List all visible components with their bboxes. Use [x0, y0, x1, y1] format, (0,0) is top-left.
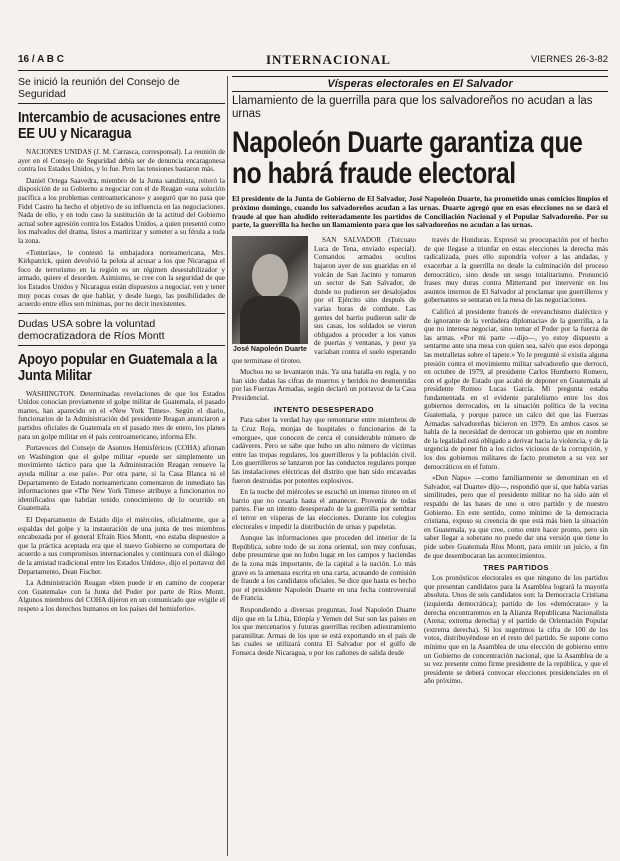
- left-column: [18, 76, 225, 617]
- paragraph: Calificó al presidente francés de «revanchismo dialéctico y de ignorante de la verdadera diplomacia» de la guerrilla, a la que no interesa negociar, sino tomar el Poder por la fuerza de las armas. «Por mi parte —dijo—, yo estoy dispuesto a sentarme ante una mesa con quien sea, salvo que esos deponga las metralletas sobre el tapete.» Yo le pregunté si existía alguna presión contra el movimiento militar salvadoreño que derrocó, en octubre de 1979, al presidente Carlos Humberto Romero, con el golpe de Estado que acabó de deponer en Guatemala al presidente Romeo Lucas García. Mi pregunta estaba fundamentada en el evidente paralelismo entre los dos gobiernos derrocados, en la situación política de la vecina Guatemala, y porque parece un calco del que las Fuerzas Armadas salvadoreñas hicieron en 1979. En ambos casos se habla de la necesidad de derrocar un gobierno que en nombre de la legalidad está obligado a derivar hacia la violencia, y de la urgencia de poner fin a los ciclos viciosos de la corrupción, y los dos gobiernos militares de facto prometen a su vez ser democráticos en el futuro.: [424, 307, 608, 471]
- paragraph: «Tonterías», le contestó la embajadora norteamericana, Mrs. Kirkpatrick, quien devolvió la pelota al acusar a los que Nicaragua el foco de terrorismo en la región es un régimen desestabilizador y armado, quiere el desorden. Asimismo, se cree con la seguridad de que los Estados Unidos y Nicaragua están dispuestos a negociar, ven y tener muy pocas cosas de que hablar, y desde luego, las posibilidades de acuerdo entre ellos son mínimas, por no decir inexistentes.: [18, 248, 225, 309]
- paragraph: Aunque las informaciones que proceden del interior de la República, sobre todo de su zona oriental, son muy confusas, debe presumirse que no hubo lugar en los campos y haciendas de la zona más importante, de la capital a la nación. Lo más grave es la amenaza escrita en una carta, acusando de comisión de fraude a los candidatos oficiales. Se dice que hasta es hecho por el presidente Napoleón Duarte en una fecha controversial de Francia.: [232, 534, 416, 603]
- main-story: [232, 76, 608, 689]
- subhead: TRES PARTIDOS: [483, 563, 549, 573]
- paragraph: Portavoces del Consejo de Asuntos Hemisféricos (COHA) afirman en Washington que el golpe militar «puede ser simplemente un movimiento táctico para que la Administración Reagan renueve la ayuda militar a ese país». Por otra parte, si la Casa Blanca ni el Departamento de Estado norteamericano comentaron de inmediato las informaciones que «The New York Times» atribuye a funcionarios no identificados que habrían tenido conocimiento de lo ocurrido en Guatemala.: [18, 444, 225, 513]
- paragraph: WASHINGTON. Determinadas revelaciones de que los Estados Unidos conocían previamente el golpe militar de Guatemala, el pasado martes, han aparecido en el «New York Times». Según el diario, funcionarios de la Administración del presidente Reagan anunciaron a partidos oficiales de Guatemala en el pasado mes de enero, los planes para un golpe militar en el país centroamericano, informa Efe.: [18, 389, 225, 441]
- page-number: 16 / A B C: [18, 54, 64, 65]
- story-kicker: Se inició la reunión del Consejo de Seguridad: [18, 76, 225, 104]
- story-subkicker: Llamamiento de la guerrilla para que los salvadoreños no acudan a las urnas: [232, 95, 593, 120]
- issue-date: VIERNES 26-3-82: [530, 54, 608, 65]
- paragraph: El Departamento de Estado dijo el miércoles, oficialmente, que a espaldas del golpe y la instauración de una junta de tres miembros encabezada por el general Efraín Ríos Montt, «no estaba dispuesto» a que la práctica aceptada era que el nuevo Gobierno se comportara de acuerdo a sus compromisos internacionales y continuara con el diálogo de la amistad tradicional entre los Estados Unidos», dijo el portavoz del Departamento, Dean Fischer.: [18, 516, 225, 576]
- paragraph: Para saber la verdad hay que remontarse entre miembros de la Cruz Roja, monjas de hospitales o funcionarios de la «morgue», que conocen de cerca el considerable número de cadáveres. Pero se sabe que hubo un alto número de víctimas entre las tropas regulares, los guerrilleros y la población civil. Los guerrilleros se lanzaron por las conductos regulares porque las instalaciones eléctricas del distrito que han sido encavadas fueron destruidas por potentes explosivos.: [232, 416, 416, 485]
- lead-paragraph: El presidente de la Junta de Gobierno de El Salvador, José Napoleón Duarte, ha prometido unas comicios limpios el próximo domingo, cuando los salvadoreños acudan a las urnas. Duarte agregó que en esas elecciones no se dará el fraude al que han aludido reiteradamente los partidos de Conciliación Nacional y el Popular Salvadoreño. Por su parte, la guerrilla ha hecho un llamamiento para que los salvadoreños no acudan a las urnas.: [232, 194, 608, 230]
- story-kicker: Dudas USA sobre la voluntad democratizadora de Ríos Montt: [18, 318, 225, 346]
- paragraph: NACIONES UNIDAS (J. M. Carrasca, corresponsal). La reunión de ayer en el Consejo de Seguridad debía ser de denuncia encaragonesa contra los Estados Unidos, y lo fue. Pero las tensiones bastaron más.: [18, 148, 225, 174]
- paragraph: Muchos no se levantaron más. Ya una batalla en regla, y no han sido dadas las cifras de muertos y heridos no desmentidas por las Fuerzas Armadas, según declaró un portavoz de la Casa Presidencial.: [232, 368, 416, 402]
- story-column-2: [424, 236, 608, 689]
- paragraph: SAN SALVADOR (Torcuato Luca de Tena, enviado especial). Comandos armados ocultos bajaron ayer de sus guaridas en el volcán de San Jacinto y tomaron un sector de San Salvador, de donde no pudieron ser desalojados por el Ejército sino después de varias horas de combate. Las gentes del barrio pudieron salir de sus casas, los soldados se vieron obligados a proceder a los vanos de puertas y ventanas, y peor ya vaciaban contra el suelo esperando que terminase el tiroteo.: [232, 236, 416, 365]
- paragraph: través de Honduras. Expresó su preocupación por el hecho de que llegase a triunfar en estas elecciones la derecha más radicalizada, pues ello supondría volver a las andadas, y exacerbar a la guerrilla no desde la culminación del proceso democrático, sino desde un sesgo totalitarismo. Pronunció frases muy duras contra Mitterrand por intervenir en los asuntos internos de El Salvador al proclamar que guerrilleros y gobernantes se sentaran en la mesa de las negociaciones.: [424, 236, 608, 305]
- paragraph: «Don Napo» —como familiarmente se denominan en el Salvador, «al Duarte» dijo—, respondió que sí, que había varias similitudes, pero que el presidente militar no ha sido aún el respaldo de las bases de uno u otro partido y de nuestro Gobierno. En este sentido, como mínimo de la democracia cristiana, expuso su creencia de que está más bien la situación en Guatemala, ya que cree, como entre hacer pronto, pero sin saber llegar a soberano no puede dar una versión que tiene lo pide sobre Guatemala Ríos Montt, para emitir un juicio, a fin de que desembocaran las acontecimientos.: [424, 474, 608, 560]
- photo-caption: José Napoleón Duarte: [233, 346, 307, 354]
- story-guatemala: [18, 313, 225, 614]
- duarte-photo: [232, 236, 308, 344]
- section-title: INTERNACIONAL: [266, 52, 391, 67]
- story-headline: Apoyo popular en Guatemala a la Junta Militar: [18, 350, 217, 384]
- subhead: INTENTO DESESPERADO: [274, 405, 374, 415]
- page-header: [18, 52, 608, 71]
- story-columns: [232, 236, 608, 689]
- main-headline: Napoleón Duarte garantiza que no habrá fraude electoral: [232, 126, 583, 190]
- story-column-1: [232, 236, 416, 689]
- paragraph: Los pronósticos electorales es que ninguno de los partidos que presentan candidatos para la Asamblea logrará la mayoría absoluta. Unos de seis candidatos son: la Democracia Cristiana (izquierda democrática); partido de los «demócratas» y la derecha encontraremos en la Alianza Republicana Nacionalista (Arena; extrema derecha) y el partido de Orientación Popular (extrema derecha). Si los sugerimos la cifra de 100 de los votos, distribuyéndose en el resto del partido. Se supone como mínimo que en la Asamblea de una elección de gobierno entre un Gobierno de concentración nacional, que la Asamblea de a su vez presente como firme presidente de la república, y que el presidente se deberá convocar elecciones presidenciales en el año próximo.: [424, 574, 608, 686]
- paragraph: En la noche del miércoles se escuchó un intenso tiroteo en el barrio que no cesaría hasta el amanecer. Provenía de todas partes. Fue un intento desesperado de la guerrilla por sembrar el terror en vísperas de las elecciones. Durante los colegios electorales e impedir la distribución de urnas y papeletas.: [232, 488, 416, 531]
- paragraph: La Administración Reagan «bien puede ir en camino de cooperar con Guatemala» con la Junta del Poder por parte de Ríos Montt. Algunos miembros del COHA dijeron en un comunicado que «vigile el respeto a los derechos humanos en los países del hemisferio».: [18, 579, 225, 613]
- story-kicker: Vísperas electorales en El Salvador: [232, 76, 608, 92]
- story-nicaragua: [18, 76, 225, 309]
- paragraph: Respondiendo a diversas preguntas, José Napoleón Duarte dijo que en la Libia, Etiopía y Yemen del Sur son las países en los que mercenarios y futuras guerrillas reciben adiestramiento paramilitar. Armas de los que se está exportando en el país de las cuales se utilizará contra El Salvador por el golfo de Fonseca desde Nicaragua, o por los cañones de salida desde: [232, 605, 416, 657]
- paragraph: Daniel Ortega Saavedra, miembro de la Junta sandinista, reiteró la disposición de su Gobierno a negociar con el de Reagan «una solución pacífica a los problemas centroamericanos» y aseguró que no pasa que Fidel Castro ha hecho el objetivo de su influencia en las negociaciones. Nada de ello, y en todo caso la sustitución de la actitud del Gobierno actual sobre agresión contra los Estados Unidos, a quien presentó como los malvados del drama, listos a martirizar y someter a su férula a toda la zona.: [18, 176, 225, 245]
- column-rule: [227, 76, 228, 856]
- story-headline: Intercambio de acusaciones entre EE UU y Nicaragua: [18, 109, 221, 142]
